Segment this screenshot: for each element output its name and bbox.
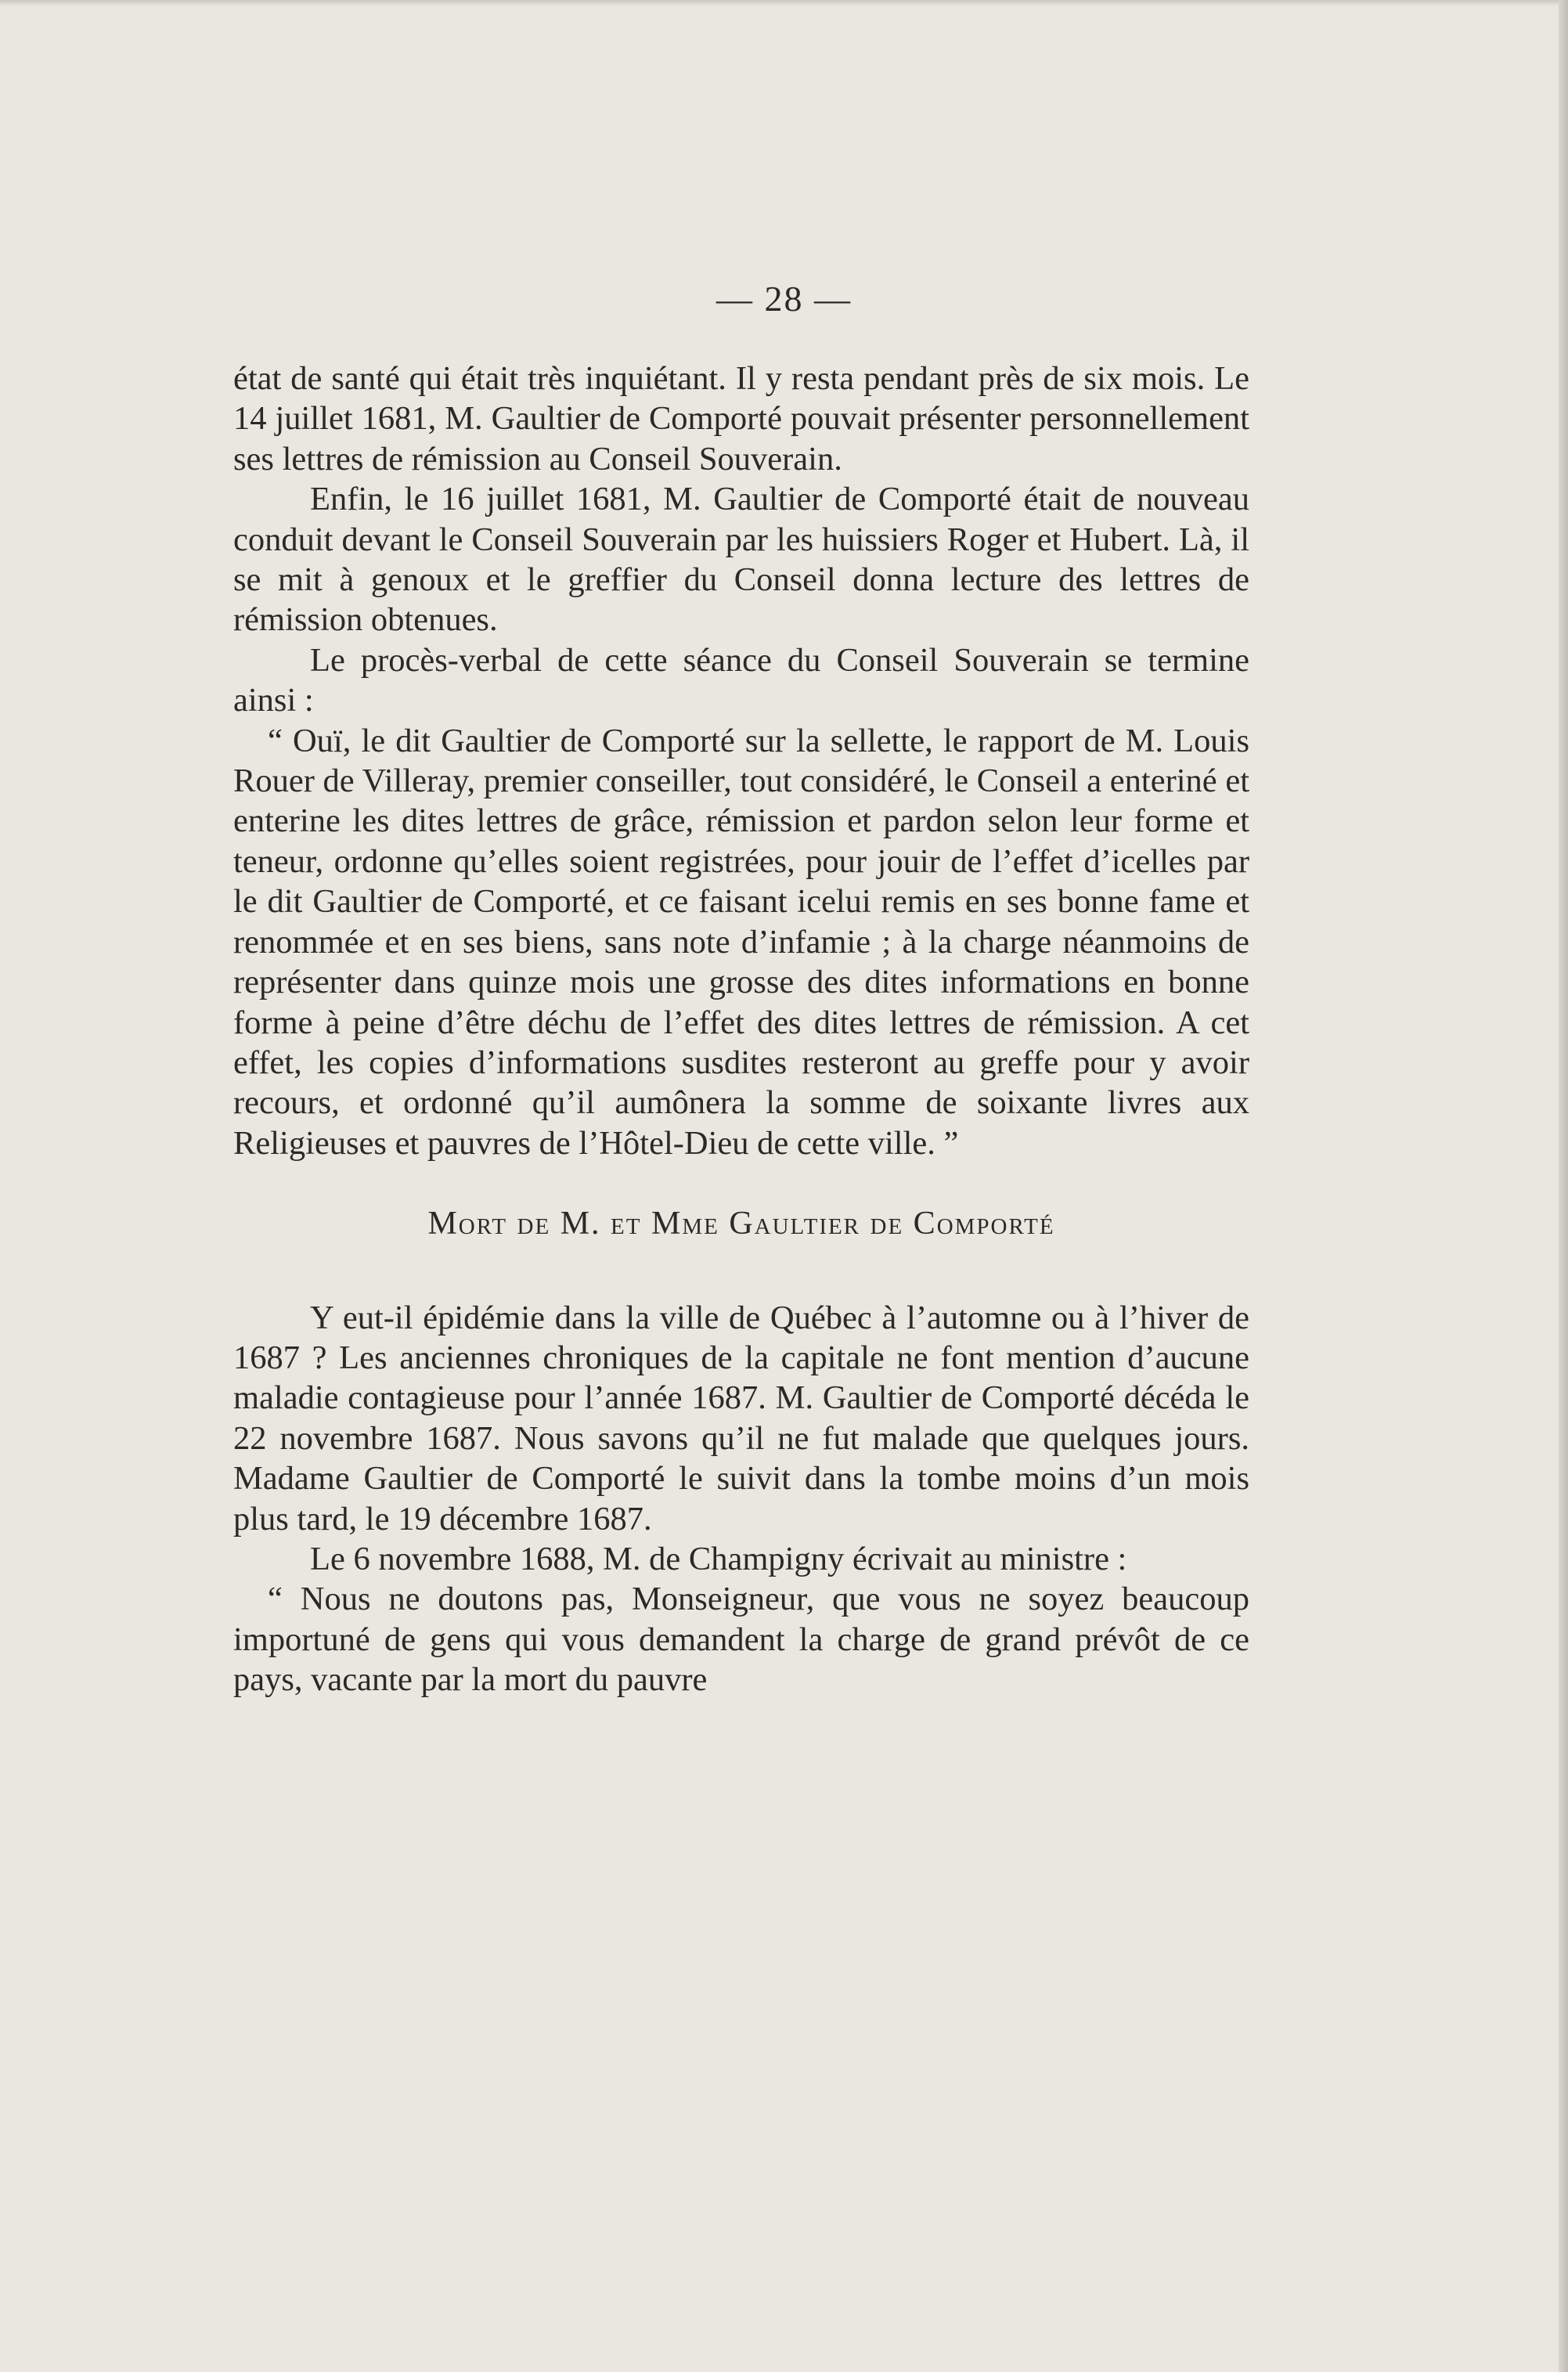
section-heading: Mort de M. et Mme Gaultier de Comporté <box>427 1206 1055 1242</box>
paragraph-enfin: Enfin, le 16 juillet 1681, M. Gaultier de Comporté était de nouveau conduit devant le Conseil Souverain par les huissiers Roger et Hubert. Là, il se mit à genoux et le greffier du Conseil donna lecture des lettres de rémission obtenues. <box>233 481 1249 639</box>
paragraph-champigny: Le 6 novembre 1688, M. de Champigny écrivait au ministre : <box>310 1540 1127 1577</box>
quotation-champigny: “ Nous ne doutons pas, Monseigneur, que vous ne soyez beaucoup importuné de gens qui vous demandent la charge de grand prévôt de ce pays, vacante par la mort du pauvre <box>233 1581 1249 1699</box>
page-edge <box>1559 0 1568 2372</box>
body-text <box>233 359 1249 1700</box>
page-number: — 28 — <box>716 279 852 319</box>
quotation-conseil: “ Ouï, le dit Gaultier de Comporté sur la sellette, le rapport de M. Louis Rouer de Villeray, premier conseiller, tout considéré, le Conseil a enteriné et enterine les dites lettres de grâce, rémission et pardon selon leur forme et teneur, ordonne qu’elles soient registrées, pour jouir de l’effet d’icelles par le dit Gaultier de Comporté, et ce faisant icelui remis en ses bonne fame et renommée et en ses biens, sans note d’infamie ; à la charge néanmoins de représenter dans quinze mois une grosse des dites informations en bonne forme à peine d’être déchu de l’effet des dites lettres de rémission. A cet effet, les copies d’informations susdites resteront au greffe pour y avoir recours, et ordonné qu’il aumônera la somme de soixante livres aux Religieuses et pauvres de l’Hôtel-Dieu de cette ville. ” <box>233 722 1249 1162</box>
paragraph-epidemie: Y eut-il épidémie dans la ville de Québec à l’automne ou à l’hiver de 1687 ? Les anciennes chroniques de la capitale ne font mention d’aucune maladie contagieuse pour l’année 1687. M. Gaultier de Comporté décéda le 22 novembre 1687. Nous savons qu’il ne fut malade que quelques jours. Madame Gaultier de Comporté le suivit dans la tombe moins d’un mois plus tard, le 19 décembre 1687. <box>233 1299 1249 1537</box>
page-top-shadow <box>0 0 1568 6</box>
paragraph-proces-verbal: Le procès-verbal de cette séance du Conseil Souverain se termine ainsi : <box>233 641 1249 719</box>
paragraph-continuation: état de santé qui était très inquiétant. Il y resta pendant près de six mois. Le 14 juillet 1681, M. Gaultier de Comporté pouvait présenter personnellement ses lettres de rémission au Conseil Souverain. <box>233 360 1249 478</box>
